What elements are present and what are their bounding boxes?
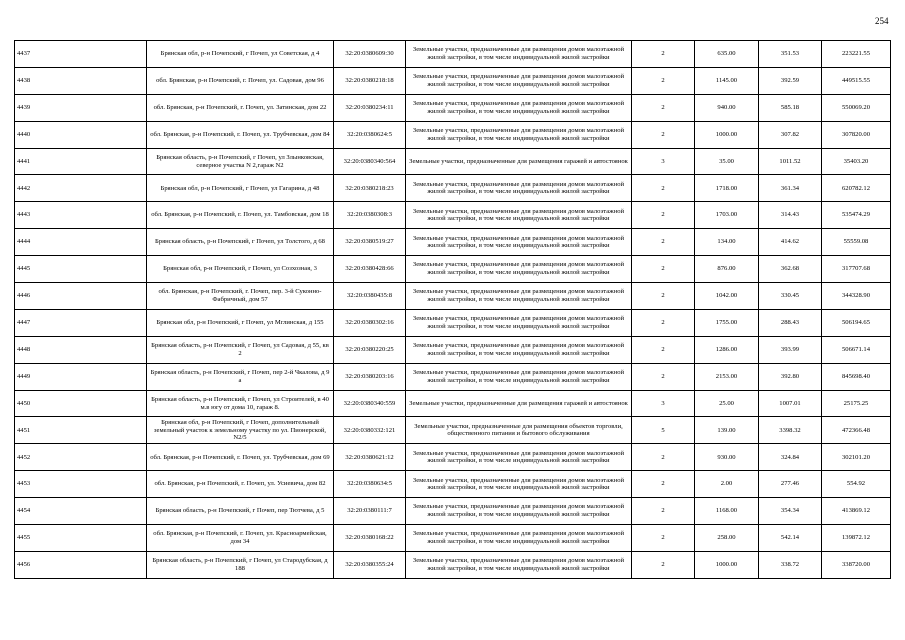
table-body <box>15 41 891 579</box>
area-cell: 2.00 <box>695 471 759 498</box>
cadastral-number-cell: 32:20:0380234:11 <box>334 94 406 121</box>
land-use-cell: Земельные участки, предназначенные для размещения домов малоэтажной жилой застройки, в том числе индивидуальной жилой застройки <box>406 444 632 471</box>
cadastral-number-cell: 32:20:0380332:121 <box>334 417 406 444</box>
cadastral-value-cell: 413869.12 <box>822 498 891 525</box>
record-number: 4448 <box>15 336 147 363</box>
table-row <box>15 417 891 444</box>
cadastral-value-cell: 344328.90 <box>822 283 891 310</box>
area-cell: 1755.00 <box>695 309 759 336</box>
address-cell: обл. Брянская, р-н Почепский, г. Почеп, ул. Трубчевская, дом 69 <box>147 444 334 471</box>
area-cell: 1000.00 <box>695 551 759 578</box>
specific-value-cell: 351.53 <box>759 41 822 68</box>
address-cell: обл. Брянская, р-н Почепский, г. Почеп, ул. Усиевича, дом 82 <box>147 471 334 498</box>
record-number: 4449 <box>15 363 147 390</box>
cadastral-number-cell: 32:20:0380111:7 <box>334 498 406 525</box>
page-number: 254 <box>875 16 889 26</box>
area-cell: 1145.00 <box>695 67 759 94</box>
cadastral-number-cell: 32:20:0380609:30 <box>334 41 406 68</box>
cadastral-value-cell: 55559.08 <box>822 229 891 256</box>
area-cell: 35.00 <box>695 148 759 175</box>
address-cell: обл. Брянская, р-н Почепский, г. Почеп, ул. Трубчевская, дом 84 <box>147 121 334 148</box>
address-cell: Брянская область, р-н Почепский, г Почеп, пер Тютчева, д 5 <box>147 498 334 525</box>
cadastral-value-table <box>14 40 891 579</box>
area-cell: 134.00 <box>695 229 759 256</box>
area-cell: 930.00 <box>695 444 759 471</box>
cadastral-number-cell: 32:20:0380340:564 <box>334 148 406 175</box>
specific-value-cell: 288.43 <box>759 309 822 336</box>
record-number: 4437 <box>15 41 147 68</box>
cadastral-number-cell: 32:20:0380355:24 <box>334 551 406 578</box>
address-cell: обл. Брянская, р-н Почепский, г. Почеп, ул. Красноармейская, дом 34 <box>147 525 334 552</box>
cadastral-number-cell: 32:20:0380428:66 <box>334 256 406 283</box>
area-cell: 1703.00 <box>695 202 759 229</box>
table-row <box>15 363 891 390</box>
cadastral-value-cell: 35403.20 <box>822 148 891 175</box>
group-cell: 5 <box>632 417 695 444</box>
group-cell: 2 <box>632 498 695 525</box>
table-row <box>15 41 891 68</box>
specific-value-cell: 1007.01 <box>759 390 822 417</box>
table-row <box>15 390 891 417</box>
cadastral-value-cell: 302101.20 <box>822 444 891 471</box>
address-cell: Брянская обл, р-н Почепский, г Почеп, ул Гагарина, д 48 <box>147 175 334 202</box>
area-cell: 1042.00 <box>695 283 759 310</box>
address-cell: Брянская обл, р-н Почепский, г Почеп, ул Созхозная, 3 <box>147 256 334 283</box>
address-cell: Брянская обл, р-н Почепский, г Почеп, дополнительный земельный участок к земельному участку по ул. Пионерской, N2/5 <box>147 417 334 444</box>
address-cell: Брянская область, р-н Почепский, г Почеп, ул Злынковская, северное участка N 2,гараж N2 <box>147 148 334 175</box>
table-row <box>15 336 891 363</box>
group-cell: 2 <box>632 202 695 229</box>
land-use-cell: Земельные участки, предназначенные для размещения домов малоэтажной жилой застройки, в том числе индивидуальной жилой застройки <box>406 336 632 363</box>
specific-value-cell: 1011.52 <box>759 148 822 175</box>
table-row <box>15 309 891 336</box>
cadastral-value-cell: 620782.12 <box>822 175 891 202</box>
specific-value-cell: 392.59 <box>759 67 822 94</box>
group-cell: 2 <box>632 121 695 148</box>
cadastral-value-cell: 317707.68 <box>822 256 891 283</box>
land-use-cell: Земельные участки, предназначенные для размещения домов малоэтажной жилой застройки, в том числе индивидуальной жилой застройки <box>406 67 632 94</box>
land-use-cell: Земельные участки, предназначенные для размещения домов малоэтажной жилой застройки, в том числе индивидуальной жилой застройки <box>406 525 632 552</box>
address-cell: Брянская область, р-н Почепский, г Почеп, пер 2-й Чкалова, д 9 а <box>147 363 334 390</box>
cadastral-number-cell: 32:20:0380218:18 <box>334 67 406 94</box>
land-use-cell: Земельные участки, предназначенные для размещения домов малоэтажной жилой застройки, в том числе индивидуальной жилой застройки <box>406 283 632 310</box>
record-number: 4447 <box>15 309 147 336</box>
table-row <box>15 229 891 256</box>
group-cell: 2 <box>632 67 695 94</box>
cadastral-value-cell: 506671.14 <box>822 336 891 363</box>
land-use-cell: Земельные участки, предназначенные для размещения домов малоэтажной жилой застройки, в том числе индивидуальной жилой застройки <box>406 121 632 148</box>
table-row <box>15 67 891 94</box>
address-cell: Брянская обл, р-н Почепский, г Почеп, ул Мглинская, д 155 <box>147 309 334 336</box>
record-number: 4454 <box>15 498 147 525</box>
group-cell: 2 <box>632 283 695 310</box>
cadastral-value-cell: 535474.29 <box>822 202 891 229</box>
land-use-cell: Земельные участки, предназначенные для размещения домов малоэтажной жилой застройки, в том числе индивидуальной жилой застройки <box>406 309 632 336</box>
record-number: 4441 <box>15 148 147 175</box>
group-cell: 2 <box>632 444 695 471</box>
group-cell: 2 <box>632 471 695 498</box>
area-cell: 2153.00 <box>695 363 759 390</box>
land-use-cell: Земельные участки, предназначенные для размещения домов малоэтажной жилой застройки, в том числе индивидуальной жилой застройки <box>406 229 632 256</box>
cadastral-value-cell: 554.92 <box>822 471 891 498</box>
group-cell: 2 <box>632 525 695 552</box>
land-use-cell: Земельные участки, предназначенные для размещения домов малоэтажной жилой застройки, в том числе индивидуальной жилой застройки <box>406 256 632 283</box>
table-row <box>15 444 891 471</box>
table-row <box>15 148 891 175</box>
cadastral-number-cell: 32:20:0380203:16 <box>334 363 406 390</box>
group-cell: 2 <box>632 551 695 578</box>
address-cell: Брянская область, р-н Почепский, г Почеп, ул Строителей, в 40 м.в югу от дома 10, гараж 8. <box>147 390 334 417</box>
record-number: 4456 <box>15 551 147 578</box>
group-cell: 3 <box>632 390 695 417</box>
table-row <box>15 202 891 229</box>
group-cell: 2 <box>632 363 695 390</box>
specific-value-cell: 362.68 <box>759 256 822 283</box>
cadastral-number-cell: 32:20:0380621:12 <box>334 444 406 471</box>
address-cell: обл. Брянская, р-н Почепский, г. Почеп, ул. Тамбовская, дом 18 <box>147 202 334 229</box>
land-use-cell: Земельные участки, предназначенные для размещения домов малоэтажной жилой застройки, в том числе индивидуальной жилой застройки <box>406 498 632 525</box>
area-cell: 1286.00 <box>695 336 759 363</box>
specific-value-cell: 354.34 <box>759 498 822 525</box>
table-row <box>15 498 891 525</box>
land-use-cell: Земельные участки, предназначенные для размещения домов малоэтажной жилой застройки, в том числе индивидуальной жилой застройки <box>406 41 632 68</box>
table-row <box>15 256 891 283</box>
cadastral-number-cell: 32:20:0380302:16 <box>334 309 406 336</box>
cadastral-value-cell: 338720.00 <box>822 551 891 578</box>
table-row <box>15 94 891 121</box>
record-number: 4451 <box>15 417 147 444</box>
record-number: 4440 <box>15 121 147 148</box>
land-use-cell: Земельные участки, предназначенные для размещения гаражей и автостоянок <box>406 390 632 417</box>
cadastral-value-cell: 25175.25 <box>822 390 891 417</box>
specific-value-cell: 361.34 <box>759 175 822 202</box>
cadastral-number-cell: 32:20:0380624:5 <box>334 121 406 148</box>
table-row <box>15 471 891 498</box>
cadastral-number-cell: 32:20:0380340:559 <box>334 390 406 417</box>
specific-value-cell: 277.46 <box>759 471 822 498</box>
group-cell: 2 <box>632 309 695 336</box>
specific-value-cell: 414.62 <box>759 229 822 256</box>
cadastral-number-cell: 32:20:0380634:5 <box>334 471 406 498</box>
specific-value-cell: 3398.32 <box>759 417 822 444</box>
cadastral-number-cell: 32:20:0380519:27 <box>334 229 406 256</box>
specific-value-cell: 338.72 <box>759 551 822 578</box>
area-cell: 258.00 <box>695 525 759 552</box>
specific-value-cell: 393.99 <box>759 336 822 363</box>
address-cell: обл. Брянская, р-н Почепский, г. Почеп, ул. Затинская, дом 22 <box>147 94 334 121</box>
record-number: 4450 <box>15 390 147 417</box>
land-use-cell: Земельные участки, предназначенные для размещения домов малоэтажной жилой застройки, в том числе индивидуальной жилой застройки <box>406 202 632 229</box>
record-number: 4444 <box>15 229 147 256</box>
group-cell: 2 <box>632 41 695 68</box>
address-cell: обл. Брянская, р-н Почепский, г. Почеп, ул. Садовая, дом 96 <box>147 67 334 94</box>
group-cell: 2 <box>632 256 695 283</box>
address-cell: Брянская область, р-н Почепский, г Почеп, ул Толстого, д 68 <box>147 229 334 256</box>
land-use-cell: Земельные участки, предназначенные для размещения гаражей и автостоянок <box>406 148 632 175</box>
specific-value-cell: 330.45 <box>759 283 822 310</box>
cadastral-value-cell: 307820.00 <box>822 121 891 148</box>
specific-value-cell: 585.18 <box>759 94 822 121</box>
group-cell: 2 <box>632 229 695 256</box>
cadastral-value-cell: 449515.55 <box>822 67 891 94</box>
record-number: 4445 <box>15 256 147 283</box>
land-use-cell: Земельные участки, предназначенные для размещения домов малоэтажной жилой застройки, в том числе индивидуальной жилой застройки <box>406 471 632 498</box>
table-row <box>15 525 891 552</box>
land-use-cell: Земельные участки, предназначенные для размещения домов малоэтажной жилой застройки, в том числе индивидуальной жилой застройки <box>406 551 632 578</box>
record-number: 4453 <box>15 471 147 498</box>
area-cell: 1168.00 <box>695 498 759 525</box>
area-cell: 1000.00 <box>695 121 759 148</box>
area-cell: 25.00 <box>695 390 759 417</box>
group-cell: 3 <box>632 148 695 175</box>
cadastral-value-cell: 472366.48 <box>822 417 891 444</box>
specific-value-cell: 542.14 <box>759 525 822 552</box>
cadastral-value-cell: 845698.40 <box>822 363 891 390</box>
specific-value-cell: 314.43 <box>759 202 822 229</box>
record-number: 4452 <box>15 444 147 471</box>
land-use-cell: Земельные участки, предназначенные для размещения объектов торговли, общественного питания и бытового обслуживания <box>406 417 632 444</box>
address-cell: Брянская обл, р-н Почепский, г Почеп, ул Советская, д 4 <box>147 41 334 68</box>
area-cell: 1718.00 <box>695 175 759 202</box>
land-use-cell: Земельные участки, предназначенные для размещения домов малоэтажной жилой застройки, в том числе индивидуальной жилой застройки <box>406 363 632 390</box>
record-number: 4442 <box>15 175 147 202</box>
area-cell: 139.00 <box>695 417 759 444</box>
cadastral-value-cell: 223221.55 <box>822 41 891 68</box>
record-number: 4439 <box>15 94 147 121</box>
area-cell: 635.00 <box>695 41 759 68</box>
table-row <box>15 283 891 310</box>
group-cell: 2 <box>632 94 695 121</box>
cadastral-number-cell: 32:20:0380435:8 <box>334 283 406 310</box>
specific-value-cell: 392.80 <box>759 363 822 390</box>
specific-value-cell: 324.84 <box>759 444 822 471</box>
area-cell: 940.00 <box>695 94 759 121</box>
cadastral-value-cell: 506194.65 <box>822 309 891 336</box>
table-row <box>15 121 891 148</box>
group-cell: 2 <box>632 336 695 363</box>
cadastral-number-cell: 32:20:0380308:3 <box>334 202 406 229</box>
table-row <box>15 551 891 578</box>
land-use-cell: Земельные участки, предназначенные для размещения домов малоэтажной жилой застройки, в том числе индивидуальной жилой застройки <box>406 94 632 121</box>
record-number: 4443 <box>15 202 147 229</box>
group-cell: 2 <box>632 175 695 202</box>
cadastral-value-cell: 139872.12 <box>822 525 891 552</box>
specific-value-cell: 307.82 <box>759 121 822 148</box>
table-row <box>15 175 891 202</box>
cadastral-number-cell: 32:20:0380218:23 <box>334 175 406 202</box>
record-number: 4455 <box>15 525 147 552</box>
record-number: 4446 <box>15 283 147 310</box>
record-number: 4438 <box>15 67 147 94</box>
land-use-cell: Земельные участки, предназначенные для размещения домов малоэтажной жилой застройки, в том числе индивидуальной жилой застройки <box>406 175 632 202</box>
cadastral-number-cell: 32:20:0380168:22 <box>334 525 406 552</box>
address-cell: Брянская область, р-н Почепский, г Почеп, ул Садовая, д 55, кв 2 <box>147 336 334 363</box>
cadastral-value-cell: 550069.20 <box>822 94 891 121</box>
area-cell: 876.00 <box>695 256 759 283</box>
cadastral-number-cell: 32:20:0380220:25 <box>334 336 406 363</box>
address-cell: обл. Брянская, р-н Почепский, г. Почеп, пер. 3-й Суконно-Фабричный, дом 57 <box>147 283 334 310</box>
address-cell: Брянская область, р-н Почепский, г Почеп, ул Стародубская, д 188 <box>147 551 334 578</box>
